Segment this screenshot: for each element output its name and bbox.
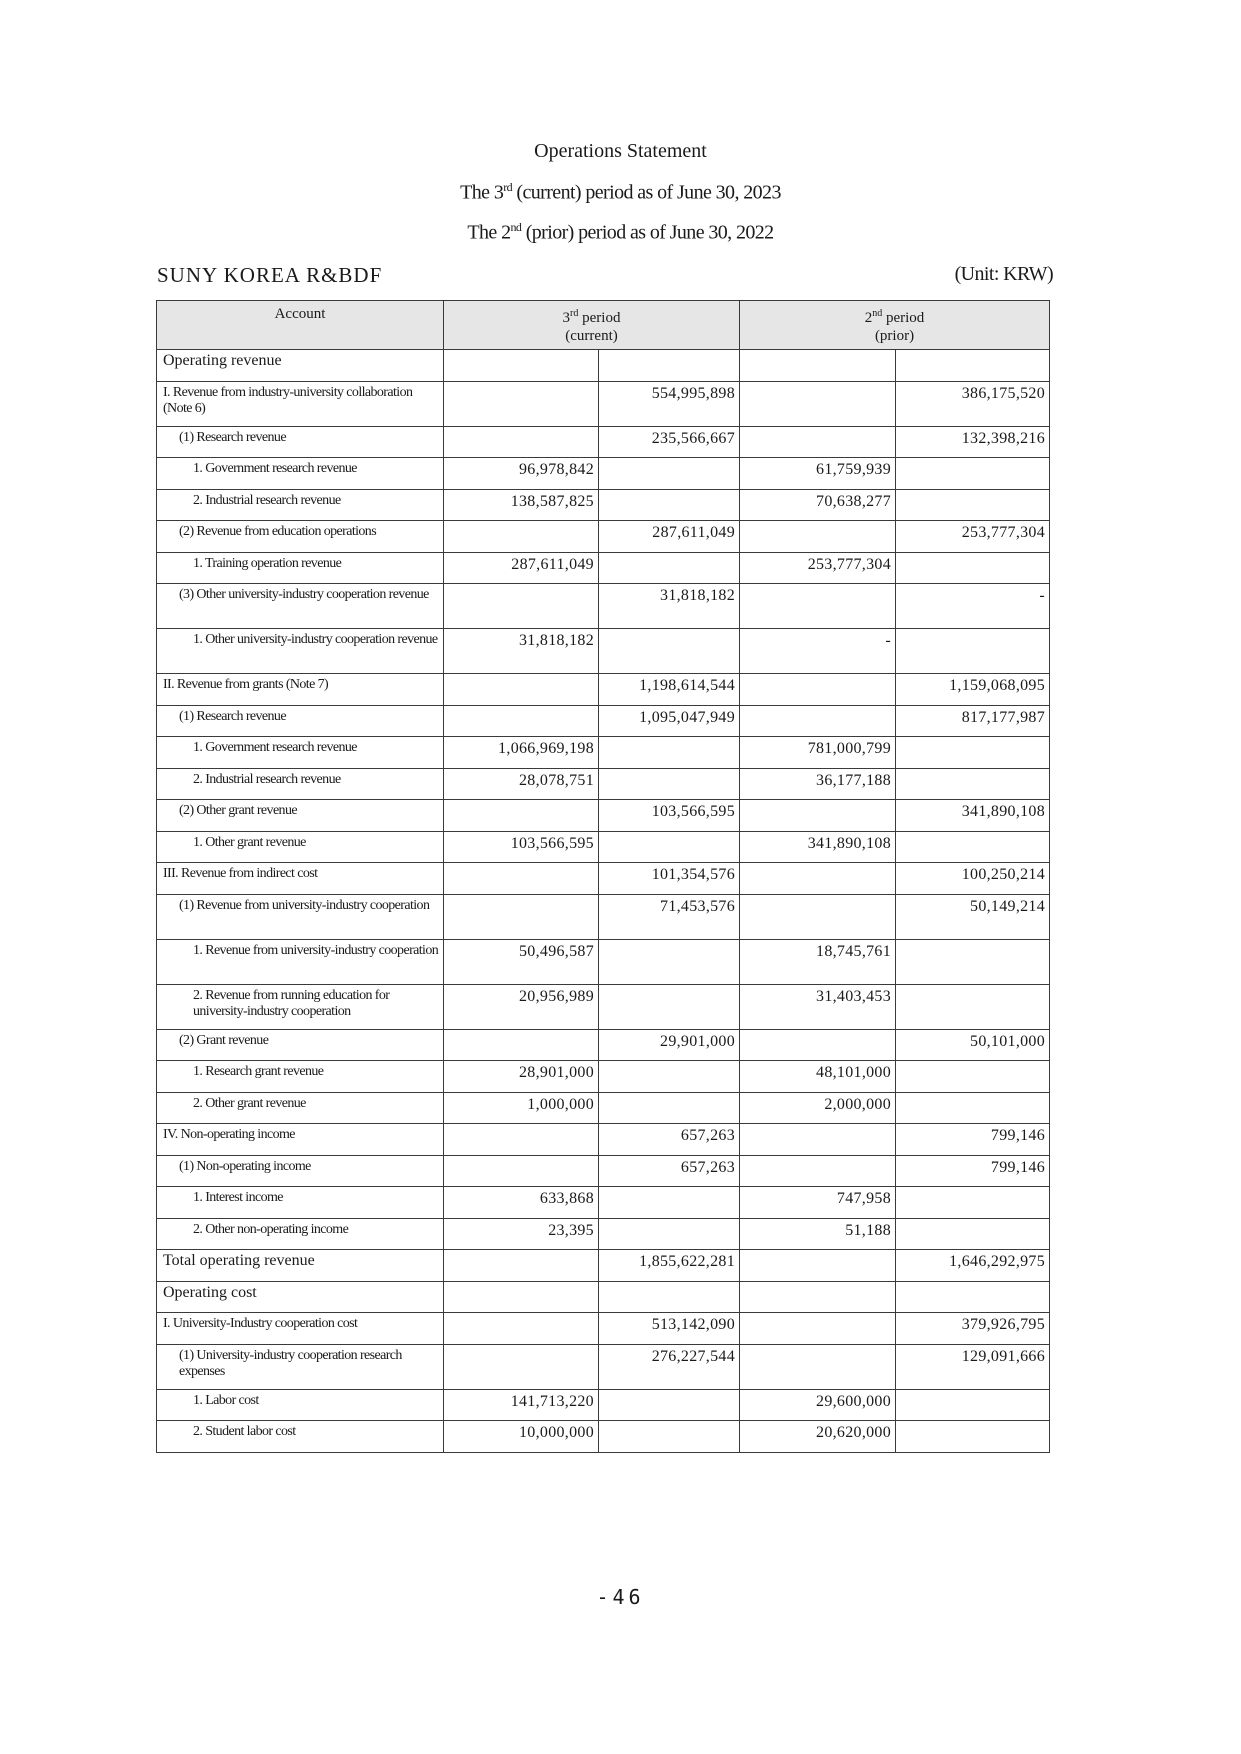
current-total-cell (599, 1281, 740, 1313)
current-total-cell (599, 984, 740, 1029)
prior-detail-cell: 36,177,188 (740, 768, 896, 800)
current-detail-cell (444, 1029, 599, 1061)
prior-detail-cell: 781,000,799 (740, 737, 896, 769)
statement-body (157, 350, 1050, 1453)
account-cell: I. Revenue from industry-university collaboration (Note 6) (157, 381, 444, 426)
account-cell: (2) Grant revenue (157, 1029, 444, 1061)
table-row (157, 1155, 1050, 1187)
prior-total-cell: 1,646,292,975 (896, 1250, 1050, 1282)
current-detail-cell: 20,956,989 (444, 984, 599, 1029)
current-total-cell: 287,611,049 (599, 521, 740, 553)
table-row (157, 800, 1050, 832)
current-total-cell (599, 489, 740, 521)
prior-total-cell: 817,177,987 (896, 705, 1050, 737)
table-row (157, 768, 1050, 800)
prior-total-cell (896, 1421, 1050, 1453)
current-total-cell (599, 831, 740, 863)
account-cell: (2) Revenue from education operations (157, 521, 444, 553)
current-total-cell: 1,198,614,544 (599, 674, 740, 706)
account-cell: 1. Government research revenue (157, 458, 444, 490)
account-cell: 1. Other university-industry cooperation revenue (157, 629, 444, 674)
current-total-cell (599, 350, 740, 382)
table-row (157, 1344, 1050, 1389)
current-detail-cell: 138,587,825 (444, 489, 599, 521)
current-detail-cell (444, 894, 599, 939)
prior-detail-cell (740, 705, 896, 737)
prior-detail-cell (740, 350, 896, 382)
current-detail-cell: 31,818,182 (444, 629, 599, 674)
prior-total-cell: 1,159,068,095 (896, 674, 1050, 706)
table-row (157, 1187, 1050, 1219)
prior-total-cell (896, 1061, 1050, 1093)
current-detail-cell: 287,611,049 (444, 552, 599, 584)
table-row (157, 705, 1050, 737)
current-detail-cell (444, 800, 599, 832)
account-cell: 1. Interest income (157, 1187, 444, 1219)
table-row (157, 863, 1050, 895)
current-total-cell (599, 939, 740, 984)
prior-detail-cell (740, 800, 896, 832)
account-cell: 1. Other grant revenue (157, 831, 444, 863)
table-row (157, 381, 1050, 426)
account-cell: 1. Labor cost (157, 1389, 444, 1421)
prior-total-cell: 50,101,000 (896, 1029, 1050, 1061)
account-cell: (3) Other university-industry cooperation revenue (157, 584, 444, 629)
prior-total-cell (896, 939, 1050, 984)
prior-detail-cell (740, 1313, 896, 1345)
prior-total-cell (896, 1281, 1050, 1313)
current-detail-cell (444, 521, 599, 553)
prior-detail-cell (740, 426, 896, 458)
current-total-cell: 554,995,898 (599, 381, 740, 426)
current-period-column-header: 3rd period (current) (444, 301, 740, 350)
prior-total-cell (896, 350, 1050, 382)
prior-period-heading: The 2nd (prior) period as of June 30, 2022 (467, 220, 774, 244)
prior-total-cell: 100,250,214 (896, 863, 1050, 895)
prior-detail-cell: 341,890,108 (740, 831, 896, 863)
current-detail-cell: 633,868 (444, 1187, 599, 1219)
prior-total-cell (896, 768, 1050, 800)
prior-detail-cell (740, 584, 896, 629)
account-cell: 2. Other grant revenue (157, 1092, 444, 1124)
table-row (157, 552, 1050, 584)
prior-detail-cell (740, 1250, 896, 1282)
page-number: -46 (596, 1585, 645, 1609)
table-row (157, 939, 1050, 984)
prior-total-cell: 799,146 (896, 1124, 1050, 1156)
current-total-cell: 71,453,576 (599, 894, 740, 939)
account-cell: III. Revenue from indirect cost (157, 863, 444, 895)
current-total-cell (599, 458, 740, 490)
table-row (157, 350, 1050, 382)
table-row (157, 426, 1050, 458)
table-row (157, 1250, 1050, 1282)
prior-detail-cell: 70,638,277 (740, 489, 896, 521)
table-header-row (157, 301, 1050, 350)
current-detail-cell: 50,496,587 (444, 939, 599, 984)
table-row (157, 894, 1050, 939)
account-cell: (1) Revenue from university-industry cooperation (157, 894, 444, 939)
current-detail-cell: 103,566,595 (444, 831, 599, 863)
prior-detail-cell (740, 1281, 896, 1313)
prior-detail-cell: 29,600,000 (740, 1389, 896, 1421)
prior-detail-cell (740, 521, 896, 553)
account-cell: 1. Revenue from university-industry cooperation (157, 939, 444, 984)
prior-detail-cell (740, 674, 896, 706)
account-cell: (1) Non-operating income (157, 1155, 444, 1187)
account-cell: (2) Other grant revenue (157, 800, 444, 832)
current-total-cell: 657,263 (599, 1155, 740, 1187)
current-period-heading: The 3rd (current) period as of June 30, 2023 (460, 180, 781, 204)
account-cell: 1. Research grant revenue (157, 1061, 444, 1093)
prior-total-cell: 129,091,666 (896, 1344, 1050, 1389)
prior-total-cell: 379,926,795 (896, 1313, 1050, 1345)
account-cell: (1) University-industry cooperation research expenses (157, 1344, 444, 1389)
current-detail-cell (444, 705, 599, 737)
current-detail-cell (444, 1281, 599, 1313)
current-detail-cell (444, 863, 599, 895)
current-total-cell: 657,263 (599, 1124, 740, 1156)
table-row (157, 521, 1050, 553)
current-detail-cell: 96,978,842 (444, 458, 599, 490)
account-cell: Operating cost (157, 1281, 444, 1313)
prior-total-cell: 799,146 (896, 1155, 1050, 1187)
account-cell: I. University-Industry cooperation cost (157, 1313, 444, 1345)
current-detail-cell: 1,000,000 (444, 1092, 599, 1124)
prior-total-cell (896, 1389, 1050, 1421)
table-row (157, 1029, 1050, 1061)
prior-detail-cell: 48,101,000 (740, 1061, 896, 1093)
prior-detail-cell: 61,759,939 (740, 458, 896, 490)
table-row (157, 458, 1050, 490)
account-cell: (1) Research revenue (157, 426, 444, 458)
prior-detail-cell: 31,403,453 (740, 984, 896, 1029)
unit-label: (Unit: KRW) (954, 263, 1053, 285)
current-detail-cell: 28,901,000 (444, 1061, 599, 1093)
current-total-cell: 276,227,544 (599, 1344, 740, 1389)
current-detail-cell: 1,066,969,198 (444, 737, 599, 769)
prior-detail-cell (740, 1344, 896, 1389)
current-total-cell (599, 1421, 740, 1453)
prior-total-cell: 253,777,304 (896, 521, 1050, 553)
account-cell: 2. Industrial research revenue (157, 768, 444, 800)
current-total-cell: 101,354,576 (599, 863, 740, 895)
prior-total-cell (896, 737, 1050, 769)
current-total-cell (599, 1092, 740, 1124)
prior-total-cell (896, 1218, 1050, 1250)
table-row (157, 737, 1050, 769)
prior-detail-cell (740, 1124, 896, 1156)
current-detail-cell (444, 1313, 599, 1345)
prior-total-cell: 386,175,520 (896, 381, 1050, 426)
prior-total-cell (896, 552, 1050, 584)
table-row (157, 1061, 1050, 1093)
account-cell: 2. Student labor cost (157, 1421, 444, 1453)
prior-detail-cell (740, 1029, 896, 1061)
current-detail-cell (444, 1344, 599, 1389)
prior-detail-cell (740, 863, 896, 895)
current-total-cell (599, 629, 740, 674)
prior-detail-cell: 18,745,761 (740, 939, 896, 984)
prior-detail-cell: 20,620,000 (740, 1421, 896, 1453)
prior-total-cell: 132,398,216 (896, 426, 1050, 458)
table-row (157, 1389, 1050, 1421)
current-detail-cell (444, 584, 599, 629)
table-row (157, 1218, 1050, 1250)
table-row (157, 1421, 1050, 1453)
current-total-cell: 1,095,047,949 (599, 705, 740, 737)
account-cell: Total operating revenue (157, 1250, 444, 1282)
account-cell: (1) Research revenue (157, 705, 444, 737)
current-total-cell (599, 1218, 740, 1250)
current-detail-cell: 23,395 (444, 1218, 599, 1250)
account-cell: 2. Industrial research revenue (157, 489, 444, 521)
prior-total-cell (896, 1187, 1050, 1219)
current-detail-cell (444, 1250, 599, 1282)
prior-detail-cell (740, 894, 896, 939)
current-total-cell: 513,142,090 (599, 1313, 740, 1345)
current-detail-cell (444, 350, 599, 382)
current-total-cell (599, 768, 740, 800)
account-cell: 2. Revenue from running education for university-industry cooperation (157, 984, 444, 1029)
prior-total-cell: - (896, 584, 1050, 629)
current-detail-cell (444, 674, 599, 706)
table-row (157, 629, 1050, 674)
table-row (157, 584, 1050, 629)
prior-detail-cell (740, 1155, 896, 1187)
prior-detail-cell: - (740, 629, 896, 674)
table-row (157, 489, 1050, 521)
account-cell: IV. Non-operating income (157, 1124, 444, 1156)
account-cell: 2. Other non-operating income (157, 1218, 444, 1250)
account-cell: 1. Training operation revenue (157, 552, 444, 584)
table-row (157, 1124, 1050, 1156)
operations-statement-table (156, 300, 1050, 1453)
current-detail-cell: 28,078,751 (444, 768, 599, 800)
prior-detail-cell: 51,188 (740, 1218, 896, 1250)
current-detail-cell: 10,000,000 (444, 1421, 599, 1453)
current-total-cell: 1,855,622,281 (599, 1250, 740, 1282)
prior-detail-cell: 253,777,304 (740, 552, 896, 584)
prior-total-cell (896, 1092, 1050, 1124)
table-row (157, 1281, 1050, 1313)
current-total-cell (599, 737, 740, 769)
current-detail-cell (444, 381, 599, 426)
current-total-cell: 235,566,667 (599, 426, 740, 458)
prior-total-cell (896, 629, 1050, 674)
current-total-cell: 29,901,000 (599, 1029, 740, 1061)
prior-period-column-header: 2nd period (prior) (740, 301, 1050, 350)
table-row (157, 1313, 1050, 1345)
company-name: SUNY KOREA R&BDF (157, 263, 383, 287)
prior-total-cell (896, 831, 1050, 863)
table-row (157, 674, 1050, 706)
account-cell: 1. Government research revenue (157, 737, 444, 769)
prior-total-cell: 50,149,214 (896, 894, 1050, 939)
current-total-cell (599, 1389, 740, 1421)
prior-detail-cell (740, 381, 896, 426)
current-total-cell: 31,818,182 (599, 584, 740, 629)
account-cell: Operating revenue (157, 350, 444, 382)
prior-total-cell (896, 489, 1050, 521)
current-total-cell (599, 1061, 740, 1093)
current-total-cell: 103,566,595 (599, 800, 740, 832)
statement-title: Operations Statement (534, 140, 707, 162)
current-detail-cell: 141,713,220 (444, 1389, 599, 1421)
current-detail-cell (444, 1124, 599, 1156)
current-total-cell (599, 1187, 740, 1219)
prior-detail-cell: 2,000,000 (740, 1092, 896, 1124)
prior-detail-cell: 747,958 (740, 1187, 896, 1219)
account-cell: II. Revenue from grants (Note 7) (157, 674, 444, 706)
prior-total-cell (896, 984, 1050, 1029)
prior-total-cell: 341,890,108 (896, 800, 1050, 832)
table-row (157, 1092, 1050, 1124)
table-row (157, 831, 1050, 863)
current-total-cell (599, 552, 740, 584)
table-row (157, 984, 1050, 1029)
account-column-header: Account (157, 301, 444, 350)
current-detail-cell (444, 1155, 599, 1187)
prior-total-cell (896, 458, 1050, 490)
current-detail-cell (444, 426, 599, 458)
